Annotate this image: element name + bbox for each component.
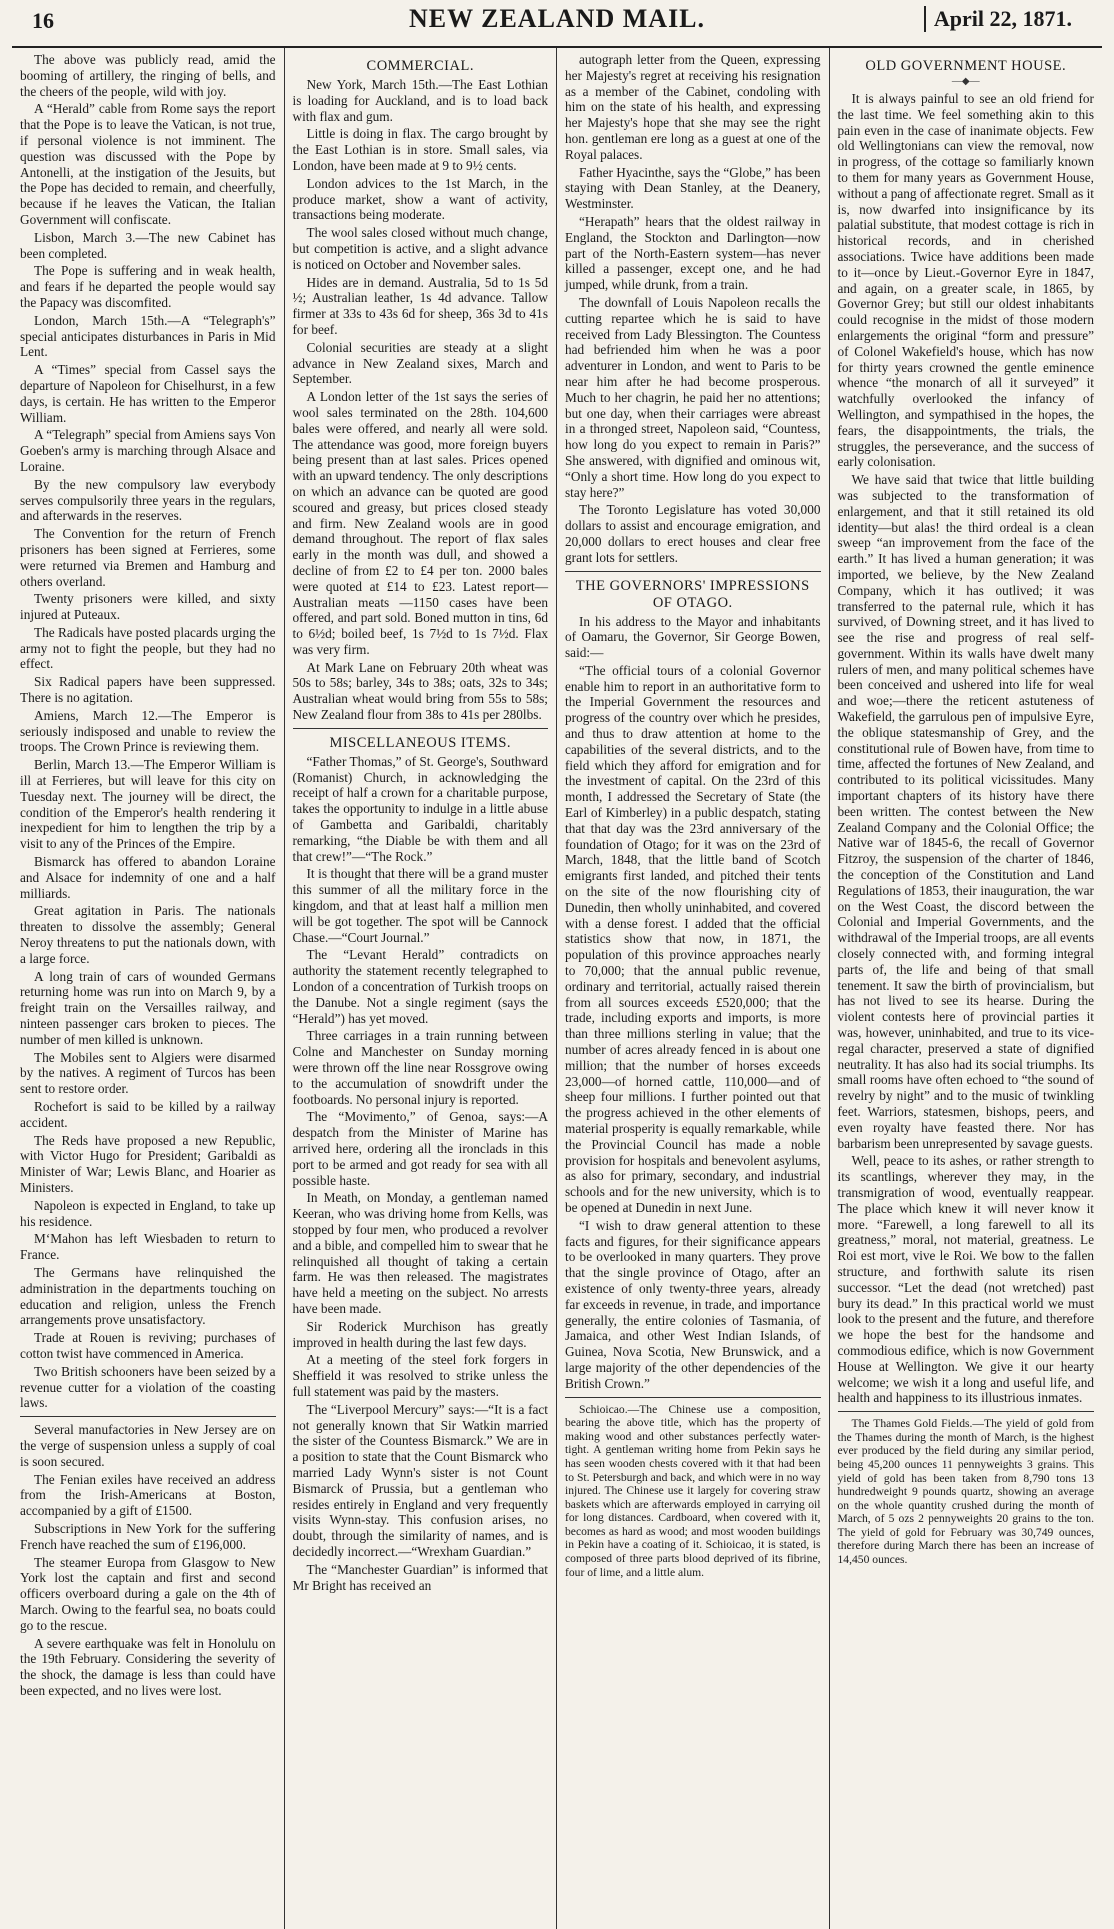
article-paragraph: The Mobiles sent to Algiers were disarmed by the natives. A regiment of Turcos has been sent to restore order. (20, 1049, 276, 1097)
page-number: 16 (32, 8, 54, 33)
article-paragraph: A London letter of the 1st says the series of wool sales terminated on the 28th. 104,600 bales were offered, and nearly all were sold. The attendance was good, more foreign buyers being present than at last sales. Prices opened with an upward tendency. The only descriptions on which an advance can be quoted are good scoured and greasy, but prices closed steady and firm. New Zealand wools are in good demand throughout. The report of flax sales early in the month was dull, and showed a decline of from £2 to £4 per ton. 2000 bales were quoted at £14 to £23. Latest report—Australian meats —1150 cases have been offered, and part sold. Boned mutton in tins, 6d to 6½d; boiled beef, 1s 7½d to 1s 7½d. Flax was very firm. (292, 389, 548, 657)
article-paragraph: In Meath, on Monday, a gentleman named Keeran, who was driving home from Kells, was stopped by four men, who produced a revolver and a bible, and compelled him to swear that he relinquished all thought of taking a certain farm. He was then released. The magistrates have held a meeting on the subject. No arrests have been made. (292, 1190, 548, 1316)
article-paragraph: Several manufactories in New Jersey are on the verge of suspension unless a supply of coal is soon secured. (20, 1422, 276, 1469)
article-paragraph: The downfall of Louis Napoleon recalls the cutting repartee which he is said to have received from Lady Blessington. The Countess had befriended him when he was a poor adventurer in London, and went to Paris to be near him after he had become prosperous. Much to her chagrin, he paid her no attentions; but one day, when their carriages were abreast in a thronged street, Napoleon said, “Countess, how long do you expect to remain in Paris?” She answered, with dignified and ominous wit, “Only a short time. How long do you expect to stay here?” (565, 294, 821, 500)
section-divider (838, 1411, 1095, 1412)
article-paragraph: The “Liverpool Mercury” says:—“It is a fact not generally known that Sir Watkin married the sister of the Countess Bismarck.” We are in a position to state that the Count Bismarck who married Lady Wynn's sister is not Count Bismarck of Prussia, but a gentleman who resides entirely in England and very frequently visits Wynn-stay. This confusion arises, no doubt, through the similarity of names, and is decidedly incorrect.—“Wrexham Guardian.” (292, 1401, 548, 1559)
section-divider (565, 1397, 821, 1398)
article-paragraph: The Toronto Legislature has voted 30,000 dollars to assist and encourage emigration, and 20,000 dollars to erect houses and clear free grant lots for settlers. (565, 502, 821, 565)
article-paragraph: Bismarck has offered to abandon Loraine and Alsace for indemnity of one and a half milliards. (20, 854, 276, 901)
article-paragraph: Little is doing in flax. The cargo brought by the East Lothian is in store. Small sales, via London, have been made at 9 to 9½ cents. (292, 126, 548, 173)
article-paragraph: At a meeting of the steel fork forgers in Sheffield it was resolved to strike unless the full statement was paid by the masters. (292, 1352, 548, 1399)
article-paragraph: London, March 15th.—A “Telegraph's” special anticipates disturbances in Paris in Mid Lent. (20, 312, 276, 360)
column-1 (12, 48, 285, 1929)
article-paragraph: autograph letter from the Queen, expressing her Majesty's regret at receiving his resignation as a member of the Cabinet, condoling with him on the state of his health, and expressing her Majesty's hope that she may see the right hon. gentleman ere long as a guest at one of the Royal palaces. (565, 52, 821, 162)
section-heading: THE GOVERNORS' IMPRESSIONS OF OTAGO. (575, 577, 810, 611)
article-paragraph: A “Herald” cable from Rome says the report that the Pope is to leave the Vatican, is not true, if personal violence is not imminent. The question was discussed with the Pope by Antonelli, at the instigation of the Jesuits, but the Pope has decided to remain, and cheerfully, because if he leaves the Vatican, the Italian Government will confiscate. (20, 101, 276, 227)
article-paragraph: We have said that twice that little building was subjected to the transformation of enlargement, and that it still retained its old identity—but alas! the third ordeal is a clean sweep “an improvement from the face of the earth.” It has lived a human generation; it was imported, we believe, by the New Zealand Company, which it has outlived; it was transferred to the paternal rule, which it has survived, of Downing street, and it has lived to see the rise and progress of real self-government. Within its walls have dwelt many rulers of men, and many political schemes have been conceived and ushered into life for weal and woe;—there the reticent astuteness of Wakefield, the garrulous pen of impulsive Eyre, the oblique statesmanship of Grey, and the constitutional rule of Bowen have, from time to time, affected the fortunes of New Zealand, and contributed to its political vicissitudes. Many important chapters of its history have there been written. The contest between the New Zealand Company and the Colonial Office; the Native war of 1845-6, the recall of Governor Fitzroy, the suspension of the charter of 1846, the conception of the Constitution and Land Regulations of 1853, their inauguration, the war on the West Coast, the discord between the Colonial and Imperial Governments, and the withdrawal of the Imperial troops, are all events closely connected with, and forming integral parts of, the life and being of that small tenement. It saw the birth of provincialism, but has not lived to see its hearse. During the violent contests here of provincial parties it was, however, uninhabited, and true to its vice-regal character, preserved a state of dignified neutrality. It has also had its social triumphs. Its small rooms have often echoed to “the sound of revelry by night” and to the music of twinkling feet. Warriors, statesmen, bishops, peers, and even royalty have feasted there. Nor has barbarism been unrepresented by savage guests. (837, 472, 1094, 1151)
article-paragraph: The above was publicly read, amid the booming of artillery, the ringing of bells, and the cheers of the people, wild with joy. (20, 52, 276, 99)
article-paragraph: Berlin, March 13.—The Emperor William is ill at Ferrieres, but will leave for this city on Tuesday next. The journey will be direct, the condition of the Emperor's health rendering it inexpedient for him to lengthen the trip by a visit to any of the Princes of the Empire. (20, 757, 276, 852)
article-paragraph: Three carriages in a train running between Colne and Manchester on Sunday morning were thrown off the line near Rossgrove owing to the accumulation of snowdrift under the footboards. No personal injury is reported. (292, 1028, 548, 1107)
article-paragraph: A “Telegraph” special from Amiens says Von Goeben's army is marching through Alsace and Loraine. (20, 427, 276, 474)
article-paragraph: The steamer Europa from Glasgow to New York lost the captain and first and second officers overboard during a gale on the 4th of March. Owing to the fearful sea, no boats could go to the rescue. (20, 1554, 276, 1633)
article-paragraph: It is always painful to see an old friend for the last time. We feel something akin to this pain even in the case of inanimate objects. Few old Wellingtonians can view the removal, now in progress, of the cottage so familiarly known to them for many years as Government House, without a pang of affectionate regret. Small as it is, now dwarfed into insignificance by its palatial substitute, that modest cottage is rich in historical records, and in cherished associations. Twice have additions been made to it—once by Lieut.-Governor Eyre in 1847, and again, on a greater scale, in 1865, by Governor Grey; but still our oldest inhabitants could recognise in the midst of those modern enlargements the original “form and pressure” of Colonel Wakefield's house, which has now for thirty years crowned the gentle eminence whence “the monarch of all it surveyed” it watchfully overlooked the infancy of Wellington, and sympathised in the hopes, the fears, the disappointments, the trials, the struggles, the perseverance, and the success of early colonisation. (837, 91, 1094, 470)
column-2 (285, 48, 558, 1929)
article-paragraph: “I wish to draw general attention to these facts and figures, for their significance appears to be overlooked in many quarters. They prove that the single province of Otago, after an existence of only twenty-three years, already far exceeds in revenue, in trade, and importance generally, the entire colonies of Tasmania, of Jamaica, and other West Indian Islands, of Guinea, Nova Scotia, New Brunswick, and a large majority of the other dependencies of the British Crown.” (565, 1217, 821, 1391)
article-paragraph: The Thames Gold Fields.—The yield of gold from the Thames during the month of March, is the highest ever produced by the field during any similar period, being 45,200 ounces 11 pennyweights 3 grains. This yield of gold has been taken from 8,790 tons 13 hundredweight 9 pounds quartz, showing an average on the whole quantity crushed during the month of March, of 5 ozs 2 pennyweights 20 grains to the ton. The yield of gold for February was 30,749 ounces, therefore during March there has been an increase of 14,450 ounces. (837, 1417, 1094, 1567)
section-heading: OLD GOVERNMENT HOUSE. (865, 58, 1067, 74)
article-paragraph: The Germans have relinquished the administration in the departments touching on education and religion, unless the French arrangements prove unsatisfactory. (20, 1264, 276, 1328)
article-paragraph: A long train of cars of wounded Germans returning home was run into on March 9, by a freight train on the Versailles railway, and ninteen passenger cars broken to pieces. The number of men killed is unknown. (20, 968, 276, 1047)
article-paragraph: A “Times” special from Cassel says the departure of Napoleon for Chiselhurst, in a few days, is certain. He has written to the Emperor William. (20, 362, 276, 425)
article-paragraph: Two British schooners have been seized by a revenue cutter for a violation of the coasting laws. (20, 1363, 276, 1411)
article-paragraph: The “Manchester Guardian” is informed that Mr Bright has received an (292, 1561, 548, 1593)
section-heading: MISCELLANEOUS ITEMS. (329, 734, 512, 751)
article-paragraph: At Mark Lane on February 20th wheat was 50s to 58s; barley, 34s to 38s; oats, 32s to 34s; Australian wheat would bring from 55s to 58s; New Zealand flour from 38s to 41s per 280lbs. (292, 659, 548, 723)
article-paragraph: It is thought that there will be a grand muster this summer of all the military force in the kingdom, and that at least half a million men will be got together. The spot will be Cannock Chase.—“Court Journal.” (292, 866, 548, 945)
article-paragraph: A severe earthquake was felt in Honolulu on the 19th February. Considering the severity of the shock, the damage is less than could have been expected, and no lives were lost. (20, 1635, 276, 1698)
article-paragraph: The “Movimento,” of Genoa, says:—A despatch from the Minister of Marine has arrived here, ordering all the ironclads in this port to be armed and got ready for sea with all possible haste. (292, 1109, 548, 1188)
article-paragraph: Subscriptions in New York for the suffering French have reached the sum of £196,000. (20, 1520, 276, 1552)
masthead-title: NEW ZEALAND MAIL. (408, 4, 706, 33)
article-paragraph: “Father Thomas,” of St. George's, Southward (Romanist) Church, in acknowledging the receipt of half a crown for a charitable purpose, takes the opportunity to indulge in a little abuse of Gambetta and Garibaldi, charitably remarking, “the Diable be with them and all that crew!”—“The Rock.” (292, 753, 548, 864)
article-paragraph: Sir Roderick Murchison has greatly improved in health during the last few days. (292, 1318, 548, 1350)
article-paragraph: Well, peace to its ashes, or rather strength to its scantlings, wherever they may, in the transmigration of wood, eventually reappear. The place which knew it will never know it more. “Farewell, a long farewell to all its greatness,” moral, not material, greatness. Le Roi est mort, vive le Roi. We bow to the fallen structure, and forthwith salute its risen successor. “Let the dead (not wretched) past bury its dead.” In this practical world we must look to the present and the future, and therefore we hope the best for the handsome and commodious edifice, which is now Government House at Wellington. We give it our hearty welcome; we wish it a long and useful life, and health and happiness to its illustrious inmates. (837, 1153, 1094, 1406)
article-paragraph: Twenty prisoners were killed, and sixty injured at Puteaux. (20, 591, 276, 623)
article-paragraph: Schioicao.—The Chinese use a composition, bearing the above title, which has the property of making wood and other substances perfectly water-tight. A gentleman writing home from Pekin says he has seen wooden chests covered with it that had been to St. Petersburgh and back, and which were in no way injured. The Chinese use it largely for covering straw baskets which are afterwards employed in carrying oil for long distances. Cardboard, when covered with it, becomes as hard as wood; and most wooden buildings in Pekin have a coating of it. Schioicao, it is stated, is composed of three parts blood deprived of its fibrine, four of lime, and a little alum. (565, 1402, 821, 1579)
column-3 (557, 48, 830, 1929)
article-paragraph: The Convention for the return of French prisoners has been signed at Ferrieres, some were returned via Bremen and Hamburg and others overland. (20, 526, 276, 589)
article-paragraph: New York, March 15th.—The East Lothian is loading for Auckland, and is to load back with flax and gum. (292, 77, 548, 124)
article-paragraph: “Herapath” hears that the oldest railway in England, the Stockton and Darlington—now part of the North-Eastern system—has never killed a passenger, except one, and he had jumped, while drunk, from a train. (565, 213, 821, 293)
article-paragraph: The “Levant Herald” contradicts on authority the statement recently telegraphed to London of a concentration of Turkish troops on the Danube. Not a single regiment (says the “Herald”) has yet moved. (292, 947, 548, 1026)
article-paragraph: Great agitation in Paris. The nationals threaten to dissolve the assembly; General Neroy threatens to put the nationals down, with a large force. (20, 903, 276, 966)
section-divider (20, 1416, 276, 1417)
section-divider (565, 571, 821, 572)
article-paragraph: Lisbon, March 3.—The new Cabinet has been completed. (20, 229, 276, 261)
section-divider (293, 728, 549, 729)
article-paragraph: Rochefort is said to be killed by a railway accident. (20, 1099, 276, 1130)
article-paragraph: Six Radical papers have been suppressed. There is no agitation. (20, 674, 276, 706)
article-paragraph: London advices to the 1st March, in the produce market, show a want of activity, transactions being moderate. (292, 175, 548, 223)
article-paragraph: “The official tours of a colonial Governor enable him to report in an authoritative form to the Imperial Government the resources and progress of the country over which he presides, and thus to draw attention at home to the capabilities of the several districts, and to the field which they afford for emigration and for the investment of capital. On the 23rd of this month, I addressed the Secretary of State (the Earl of Kimberley) in a public despatch, stating that that day was the 23rd anniversary of the foundation of Otago; for it was on the 23rd of March, 1848, that the little band of Scotch emigrants first landed, and pitched their tents on the site of the now flourishing city of Dunedin, then wholly uninhabited, and covered with a dense forest. I added that the official statistics show that now, in 1871, the population of this province approaches nearly to 70,000; that the annual public revenue, ordinary and territorial, actually raised therein from all sources exceeds £520,000; that the trade, including exports and imports, is more than three millions sterling in value; that the number of acres already fenced in is about one million; that the number of horses exceeds 23,000—of horned cattle, 110,000—and of sheep four millions. I further pointed out that the progress achieved in the other elements of material prosperity is equally remarkable, while the Provincial Council has made a noble provision for hospitals and benevolent asylums, as also for primary, secondary, and industrial schools and for the new university, which is to be opened at Dunedin in next June. (565, 662, 821, 1215)
article-paragraph: The Reds have proposed a new Republic, with Victor Hugo for President; Garibaldi as Minister of War; Lewis Blanc, and Hoarier as Ministers. (20, 1132, 276, 1195)
article-paragraph: The Pope is suffering and in weak health, and fears if he departed the people would say the Papacy was discomfited. (20, 263, 276, 310)
article-paragraph: The Fenian exiles have received an address from the Irish-Americans at Boston, accompanied by a gift of £1500. (20, 1471, 276, 1519)
article-paragraph: Colonial securities are steady at a slight advance in New Zealand sixes, March and September. (292, 339, 548, 387)
article-paragraph: Trade at Rouen is reviving; purchases of cotton twist have commenced in America. (20, 1330, 276, 1361)
article-paragraph: Napoleon is expected in England, to take up his residence. (20, 1197, 276, 1229)
article-paragraph: M‘Mahon has left Wiesbaden to return to France. (20, 1231, 276, 1263)
columns (12, 48, 1102, 1929)
article-paragraph: Father Hyacinthe, says the “Globe,” has been staying with Dean Stanley, at the Deanery, Westminster. (565, 164, 821, 212)
article-paragraph: The wool sales closed without much change, but competition is active, and a slight advance is noticed on October and November sales. (292, 225, 548, 272)
section-heading: COMMERCIAL. (366, 58, 474, 74)
ornament-icon: —◆— (951, 76, 980, 87)
article-paragraph: Amiens, March 12.—The Emperor is seriously indisposed and unable to review the troops. The Crown Prince is reviewing them. (20, 707, 276, 755)
article-paragraph: By the new compulsory law everybody serves compulsorily three years in the regulars, and afterwards in the reserves. (20, 476, 276, 524)
masthead (12, 0, 1102, 48)
article-paragraph: The Radicals have posted placards urging the army not to fight the people, but they had no effect. (20, 624, 276, 672)
column-4 (830, 48, 1103, 1929)
issue-date: April 22, 1871. (924, 6, 1072, 32)
article-paragraph: Hides are in demand. Australia, 5d to 1s 5d ½; Australian leather, 1s 4d advance. Tallow firmer at 33s to 43s 6d for sheep, 36s 3d to 41s for beef. (292, 274, 548, 337)
article-paragraph: In his address to the Mayor and inhabitants of Oamaru, the Governor, Sir George Bowen, said:— (565, 613, 821, 661)
